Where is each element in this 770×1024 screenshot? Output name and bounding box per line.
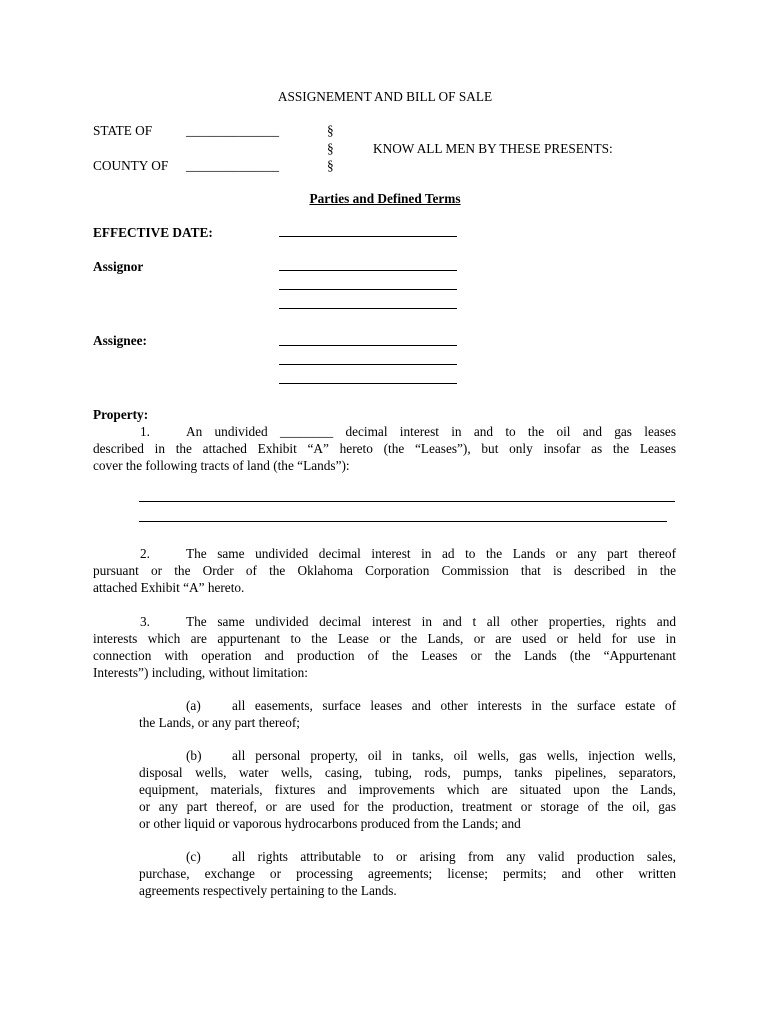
paragraph-2 [93,545,676,596]
paragraph-text: The same undivided decimal interest in ad to the Lands or any part thereof [186,546,676,561]
paragraph-text: agreements respectively pertaining to the Lands. [139,883,397,898]
paragraph-number: 3. [140,614,150,629]
paragraph-text: all personal property, oil in tanks, oil wells, gas wells, injection wells, [232,748,676,763]
assignor-label: Assignor [93,259,144,274]
state-label: STATE OF [93,123,153,138]
assignee-line [279,383,457,384]
section-symbol: § [327,158,334,173]
paragraph-text: described in the attached Exhibit “A” hereto (the “Leases”), but only insofar as the Leases [93,441,676,456]
effective-date-line [279,236,457,237]
paragraph-text: or any part thereof, or are used for the production, treatment or storage of the oil, gas [139,799,676,814]
paragraph-text: Interests”) including, without limitation: [93,665,308,680]
subparagraph-letter: (a) [186,698,201,713]
subparagraph-b [139,747,676,832]
assignee-line [279,345,457,346]
paragraph-text: connection with operation and production of the Leases or the Lands (the “Appurtenant [93,648,676,663]
section-symbol: § [327,123,334,138]
paragraph-number: 2. [140,546,150,561]
paragraph-text: cover the following tracts of land (the “Lands”): [93,458,350,473]
paragraph-text: The same undivided decimal interest in and t all other properties, rights and [186,614,676,629]
assignor-line [279,289,457,290]
know-all-men: KNOW ALL MEN BY THESE PRESENTS: [373,141,613,156]
parties-heading: Parties and Defined Terms [309,191,461,206]
paragraph-number: 1. [140,424,150,439]
assignor-line [279,308,457,309]
subparagraph-letter: (b) [186,748,202,763]
subparagraph-a [139,697,676,731]
state-blank: ______________ [186,123,280,138]
paragraph-1 [93,423,676,474]
lands-line [139,521,667,522]
section-symbol: § [327,141,334,156]
paragraph-text: all easements, surface leases and other interests in the surface estate of [232,698,676,713]
lands-line [139,501,675,502]
subparagraph-c [139,848,676,899]
paragraph-text: attached Exhibit “A” hereto. [93,580,245,595]
paragraph-text: purchase, exchange or processing agreements; license; permits; and other written [139,866,676,881]
assignor-line [279,270,457,271]
paragraph-text: pursuant or the Order of the Oklahoma Corporation Commission that is described in the [93,563,676,578]
paragraph-text: or other liquid or vaporous hydrocarbons produced from the Lands; and [139,816,521,831]
paragraph-text: equipment, materials, fixtures and improvements which are situated upon the Lands, [139,782,676,797]
paragraph-text: all rights attributable to or arising from any valid production sales, [232,849,676,864]
paragraph-text: disposal wells, water wells, casing, tubing, rods, pumps, tanks pipelines, separators, [139,765,676,780]
effective-date-label: EFFECTIVE DATE: [93,225,213,240]
paragraph-3 [93,613,676,681]
property-label: Property: [93,407,149,422]
document-title: ASSIGNEMENT AND BILL OF SALE [277,89,493,104]
county-blank: ______________ [186,158,280,173]
paragraph-text: An undivided ________ decimal interest in and to the oil and gas leases [186,424,676,439]
county-label: COUNTY OF [93,158,169,173]
subparagraph-letter: (c) [186,849,201,864]
paragraph-text: the Lands, or any part thereof; [139,715,300,730]
assignee-line [279,364,457,365]
assignee-label: Assignee: [93,333,147,348]
paragraph-text: interests which are appurtenant to the Lease or the Lands, or are used or held for use in [93,631,676,646]
